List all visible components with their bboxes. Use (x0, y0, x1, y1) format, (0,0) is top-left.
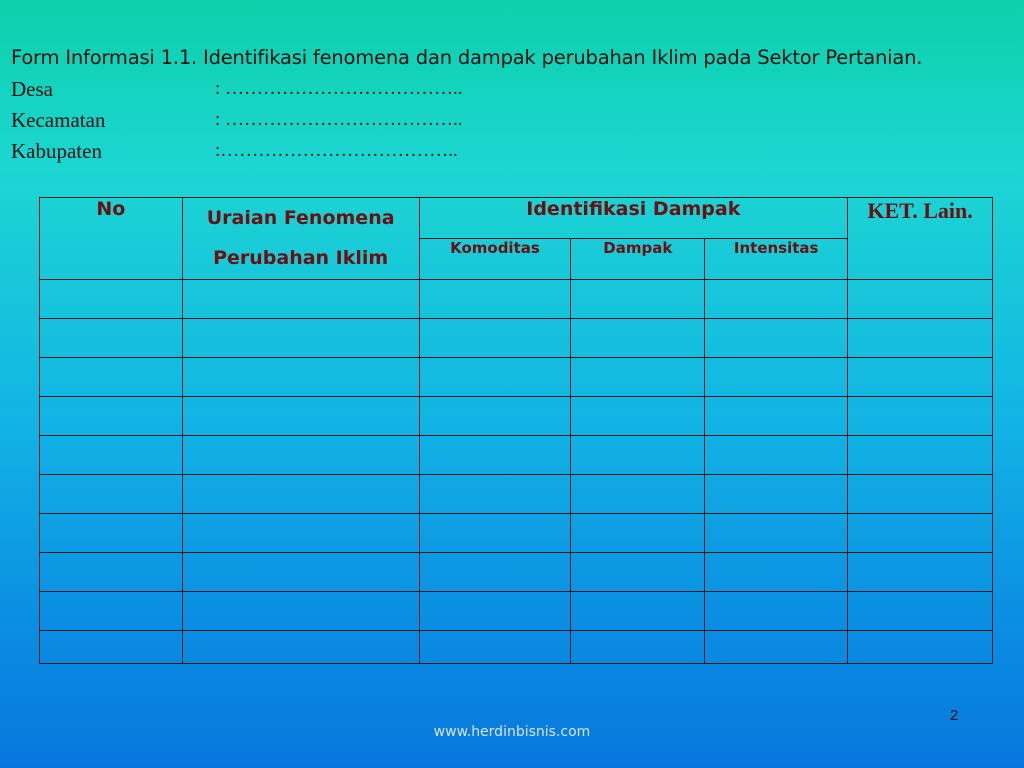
field-desa-label: Desa (11, 77, 53, 101)
table-row (40, 280, 993, 319)
table-cell[interactable] (182, 436, 419, 475)
table-cell[interactable] (571, 553, 705, 592)
table-cell[interactable] (571, 475, 705, 514)
footer-url: www.herdinbisnis.com (433, 724, 591, 740)
table-body (40, 280, 993, 664)
table-cell[interactable] (705, 475, 848, 514)
table-cell[interactable] (705, 592, 848, 631)
table-row (40, 553, 993, 592)
table-cell[interactable] (705, 631, 848, 664)
table-cell[interactable] (571, 358, 705, 397)
table-cell[interactable] (571, 514, 705, 553)
table-cell[interactable] (419, 436, 571, 475)
field-desa-value: : ……………………………….. (215, 78, 463, 99)
table-cell[interactable] (705, 553, 848, 592)
table-cell[interactable] (705, 280, 848, 319)
table-cell[interactable] (419, 553, 571, 592)
table-row (40, 436, 993, 475)
table-cell[interactable] (419, 514, 571, 553)
field-kecamatan-value: : ……………………………….. (215, 109, 463, 130)
subheader-komoditas: Komoditas (419, 239, 571, 280)
table-cell[interactable] (848, 280, 993, 319)
table-cell[interactable] (848, 358, 993, 397)
table-cell[interactable] (40, 397, 183, 436)
table-cell[interactable] (571, 592, 705, 631)
table-cell[interactable] (571, 397, 705, 436)
table-cell[interactable] (40, 553, 183, 592)
table-cell[interactable] (705, 514, 848, 553)
table-cell[interactable] (182, 553, 419, 592)
table-cell[interactable] (848, 319, 993, 358)
table-cell[interactable] (571, 631, 705, 664)
table-cell[interactable] (40, 436, 183, 475)
table-row (40, 631, 993, 664)
subheader-intensitas: Intensitas (705, 239, 848, 280)
table-cell[interactable] (182, 319, 419, 358)
table-row (40, 397, 993, 436)
table-cell[interactable] (848, 553, 993, 592)
table-cell[interactable] (40, 358, 183, 397)
table-cell[interactable] (571, 436, 705, 475)
table-cell[interactable] (419, 358, 571, 397)
table-row (40, 319, 993, 358)
table-cell[interactable] (40, 319, 183, 358)
header-no: No (40, 198, 183, 280)
table-cell[interactable] (182, 514, 419, 553)
table-cell[interactable] (848, 631, 993, 664)
table-cell[interactable] (419, 319, 571, 358)
table-cell[interactable] (182, 592, 419, 631)
impact-table (39, 197, 993, 664)
header-identifikasi-dampak: Identifikasi Dampak (419, 198, 848, 239)
table-cell[interactable] (419, 475, 571, 514)
table-cell[interactable] (848, 397, 993, 436)
header-row (40, 198, 993, 239)
table-cell[interactable] (419, 397, 571, 436)
table-cell[interactable] (182, 397, 419, 436)
field-kecamatan-label: Kecamatan (11, 108, 106, 132)
table-cell[interactable] (419, 280, 571, 319)
table-cell[interactable] (182, 280, 419, 319)
table-cell[interactable] (705, 358, 848, 397)
table-cell[interactable] (848, 475, 993, 514)
table-cell[interactable] (40, 592, 183, 631)
table-cell[interactable] (40, 514, 183, 553)
table-row (40, 358, 993, 397)
subheader-dampak: Dampak (571, 239, 705, 280)
table-cell[interactable] (419, 631, 571, 664)
table-cell[interactable] (571, 319, 705, 358)
table-cell[interactable] (705, 319, 848, 358)
header-uraian: Uraian Fenomena Perubahan Iklim (182, 198, 419, 280)
field-kabupaten-label: Kabupaten (11, 139, 102, 163)
table-cell[interactable] (419, 592, 571, 631)
table-cell[interactable] (705, 436, 848, 475)
table-cell[interactable] (182, 358, 419, 397)
form-title: Form Informasi 1.1. Identifikasi fenomena dan dampak perubahan Iklim pada Sektor Pertanian. (11, 46, 923, 69)
table-row (40, 592, 993, 631)
table-cell[interactable] (40, 475, 183, 514)
table-row (40, 475, 993, 514)
table-cell[interactable] (571, 280, 705, 319)
table-cell[interactable] (40, 280, 183, 319)
table-cell[interactable] (848, 592, 993, 631)
table-row (40, 514, 993, 553)
header-ket-lain: KET. Lain. (848, 198, 993, 280)
table-cell[interactable] (848, 436, 993, 475)
table-cell[interactable] (40, 631, 183, 664)
table-cell[interactable] (848, 514, 993, 553)
table-cell[interactable] (182, 631, 419, 664)
table-cell[interactable] (705, 397, 848, 436)
table-cell[interactable] (182, 475, 419, 514)
field-kabupaten-value: :……………………………….. (215, 140, 458, 161)
page-number: 2 (950, 707, 959, 724)
